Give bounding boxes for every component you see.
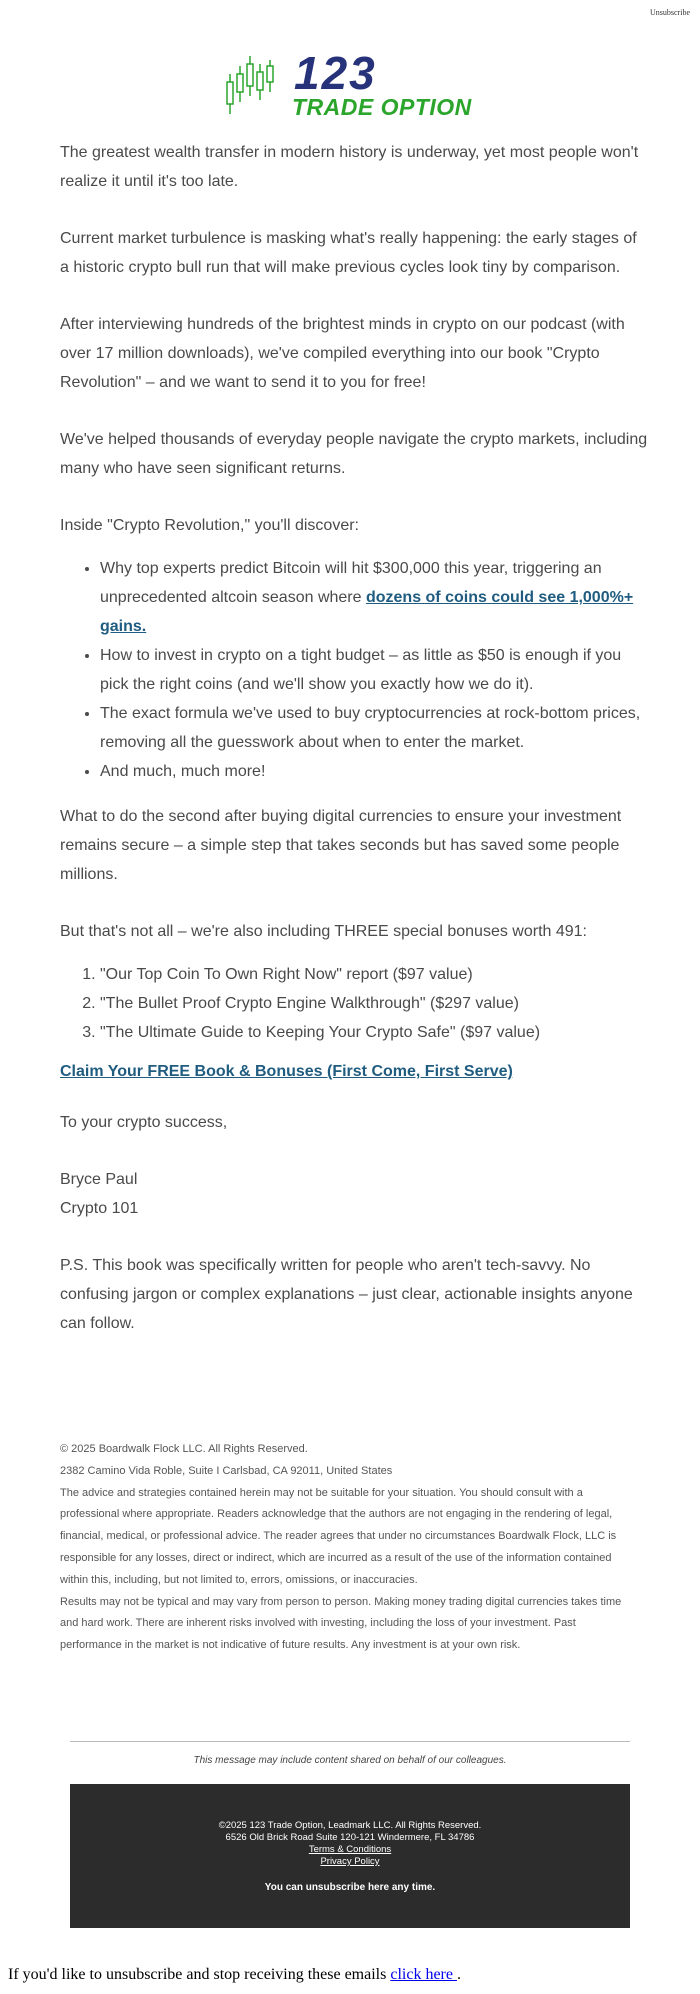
paragraph-helped: We've helped thousands of everyday people navigate the crypto markets, including many who have seen significant returns.: [60, 431, 648, 477]
list-item: [100, 554, 650, 641]
disclaimer-copyright: © 2025 Boardwalk Flock LLC. All Rights Reserved.: [60, 1443, 308, 1455]
logo-number: 123: [294, 47, 377, 99]
paragraph-market: Current market turbulence is masking what's really happening: the early stages of a historic crypto bull run that will make previous cycles look tiny by comparison.: [60, 230, 637, 276]
footer: [70, 1784, 630, 1928]
email-body: [60, 138, 650, 1366]
paragraph-intro: The greatest wealth transfer in modern history is underway, yet most people won't realize it until it's too late.: [60, 144, 639, 190]
divider: [70, 1741, 630, 1742]
signature-name: Bryce Paul: [60, 1171, 138, 1188]
bonus-item: 2. "The Bullet Proof Crypto Engine Walkthrough" ($297 value): [100, 989, 650, 1018]
postscript: P.S. This book was specifically written for people who aren't tech-savvy. No confusing jargon or complex explanations – just clear, actionable insights anyone can follow.: [60, 1257, 633, 1332]
terms-link[interactable]: Terms & Conditions: [308, 1844, 392, 1855]
list-item: • And much, much more!: [100, 757, 650, 786]
brand-logo: [224, 47, 484, 124]
paragraph-bonuses: But that's not all – we're also including THREE special bonuses worth 491:: [60, 923, 587, 940]
unsubscribe-link-top[interactable]: Unsubscribe: [650, 8, 690, 17]
disclaimer-results: Results may not be typical and may vary from person to person. Making money trading digital currencies takes time and hard work. There are inherent risks involved with investing, including the loss of your investment. Past performance in the market is not indicative of future results. Any investment is at your own risk.: [60, 1595, 622, 1652]
paragraph-secure: What to do the second after buying digital currencies to ensure your investment remains secure – a simple step that takes seconds but has saved some people millions.: [60, 808, 622, 883]
disclaimer-address: 2382 Camino Vida Roble, Suite I Carlsbad, CA 92011, United States: [60, 1464, 393, 1477]
bottom-period: .: [456, 1966, 461, 1983]
bonus-item: 1. "Our Top Coin To Own Right Now" report ($97 value): [100, 960, 650, 989]
bonus-item: 3. "The Ultimate Guide to Keeping Your Crypto Safe" ($97 value): [100, 1018, 650, 1047]
gains-link[interactable]: dozens of coins could see 1,000%+ gains.: [100, 589, 634, 635]
click-here-link[interactable]: click here: [390, 1966, 457, 1983]
logo-wordmark: TRADE OPTION: [292, 94, 472, 120]
candlestick-chart-icon: [224, 52, 294, 118]
signature-org: Crypto 101: [60, 1200, 139, 1217]
discover-list: [60, 554, 650, 786]
signature: [60, 1165, 650, 1223]
footer-address: 6526 Old Brick Road Suite 120-121 Windermere, FL 34786: [225, 1832, 475, 1843]
closing-line: To your crypto success,: [60, 1114, 228, 1131]
colleagues-note: This message may include content shared on behalf of our colleagues.: [193, 1755, 507, 1766]
footer-copyright: ©2025 123 Trade Option, Leadmark LLC. All Rights Reserved.: [218, 1820, 482, 1831]
bottom-unsubscribe: [8, 1966, 461, 1984]
legal-disclaimer: [60, 1439, 638, 1657]
footer-unsubscribe-link[interactable]: You can unsubscribe here any time.: [264, 1882, 436, 1893]
list-item: • The exact formula we've used to buy cryptocurrencies at rock-bottom prices, removing all the guesswork about when to enter the market.: [100, 699, 650, 757]
claim-book-link[interactable]: Claim Your FREE Book & Bonuses (First Come, First Serve): [60, 1063, 513, 1080]
paragraph-book: After interviewing hundreds of the brightest minds in crypto on our podcast (with over 17 million downloads), we've compiled everything into our book "Crypto Revolution" – and we want to send it to you for free!: [60, 316, 625, 391]
list-item-text: Why top experts predict Bitcoin will hit $300,000 this year, triggering an unprecedented altcoin season where: [100, 560, 602, 606]
bottom-unsubscribe-text: If you'd like to unsubscribe and stop receiving these emails: [8, 1966, 391, 1983]
bonus-list: [60, 960, 650, 1047]
disclaimer-advice: The advice and strategies contained herein may not be suitable for your situation. You should consult with a professional where appropriate. Readers acknowledge that the authors are not engaging in the rendering of legal, financial, medical, or professional advice. The reader agrees that under no circumstances Boardwalk Flock, LLC is responsible for any losses, direct or indirect, which are incurred as a result of the use of the information contained within this, including, but not limited to, errors, omissions, or inaccuracies.: [60, 1486, 617, 1586]
privacy-link[interactable]: Privacy Policy: [320, 1856, 380, 1867]
list-item: • How to invest in crypto on a tight budget – as little as $50 is enough if you pick the right coins (and we'll show you exactly how we do it).: [100, 641, 650, 699]
paragraph-inside: Inside "Crypto Revolution," you'll discover:: [60, 517, 359, 534]
